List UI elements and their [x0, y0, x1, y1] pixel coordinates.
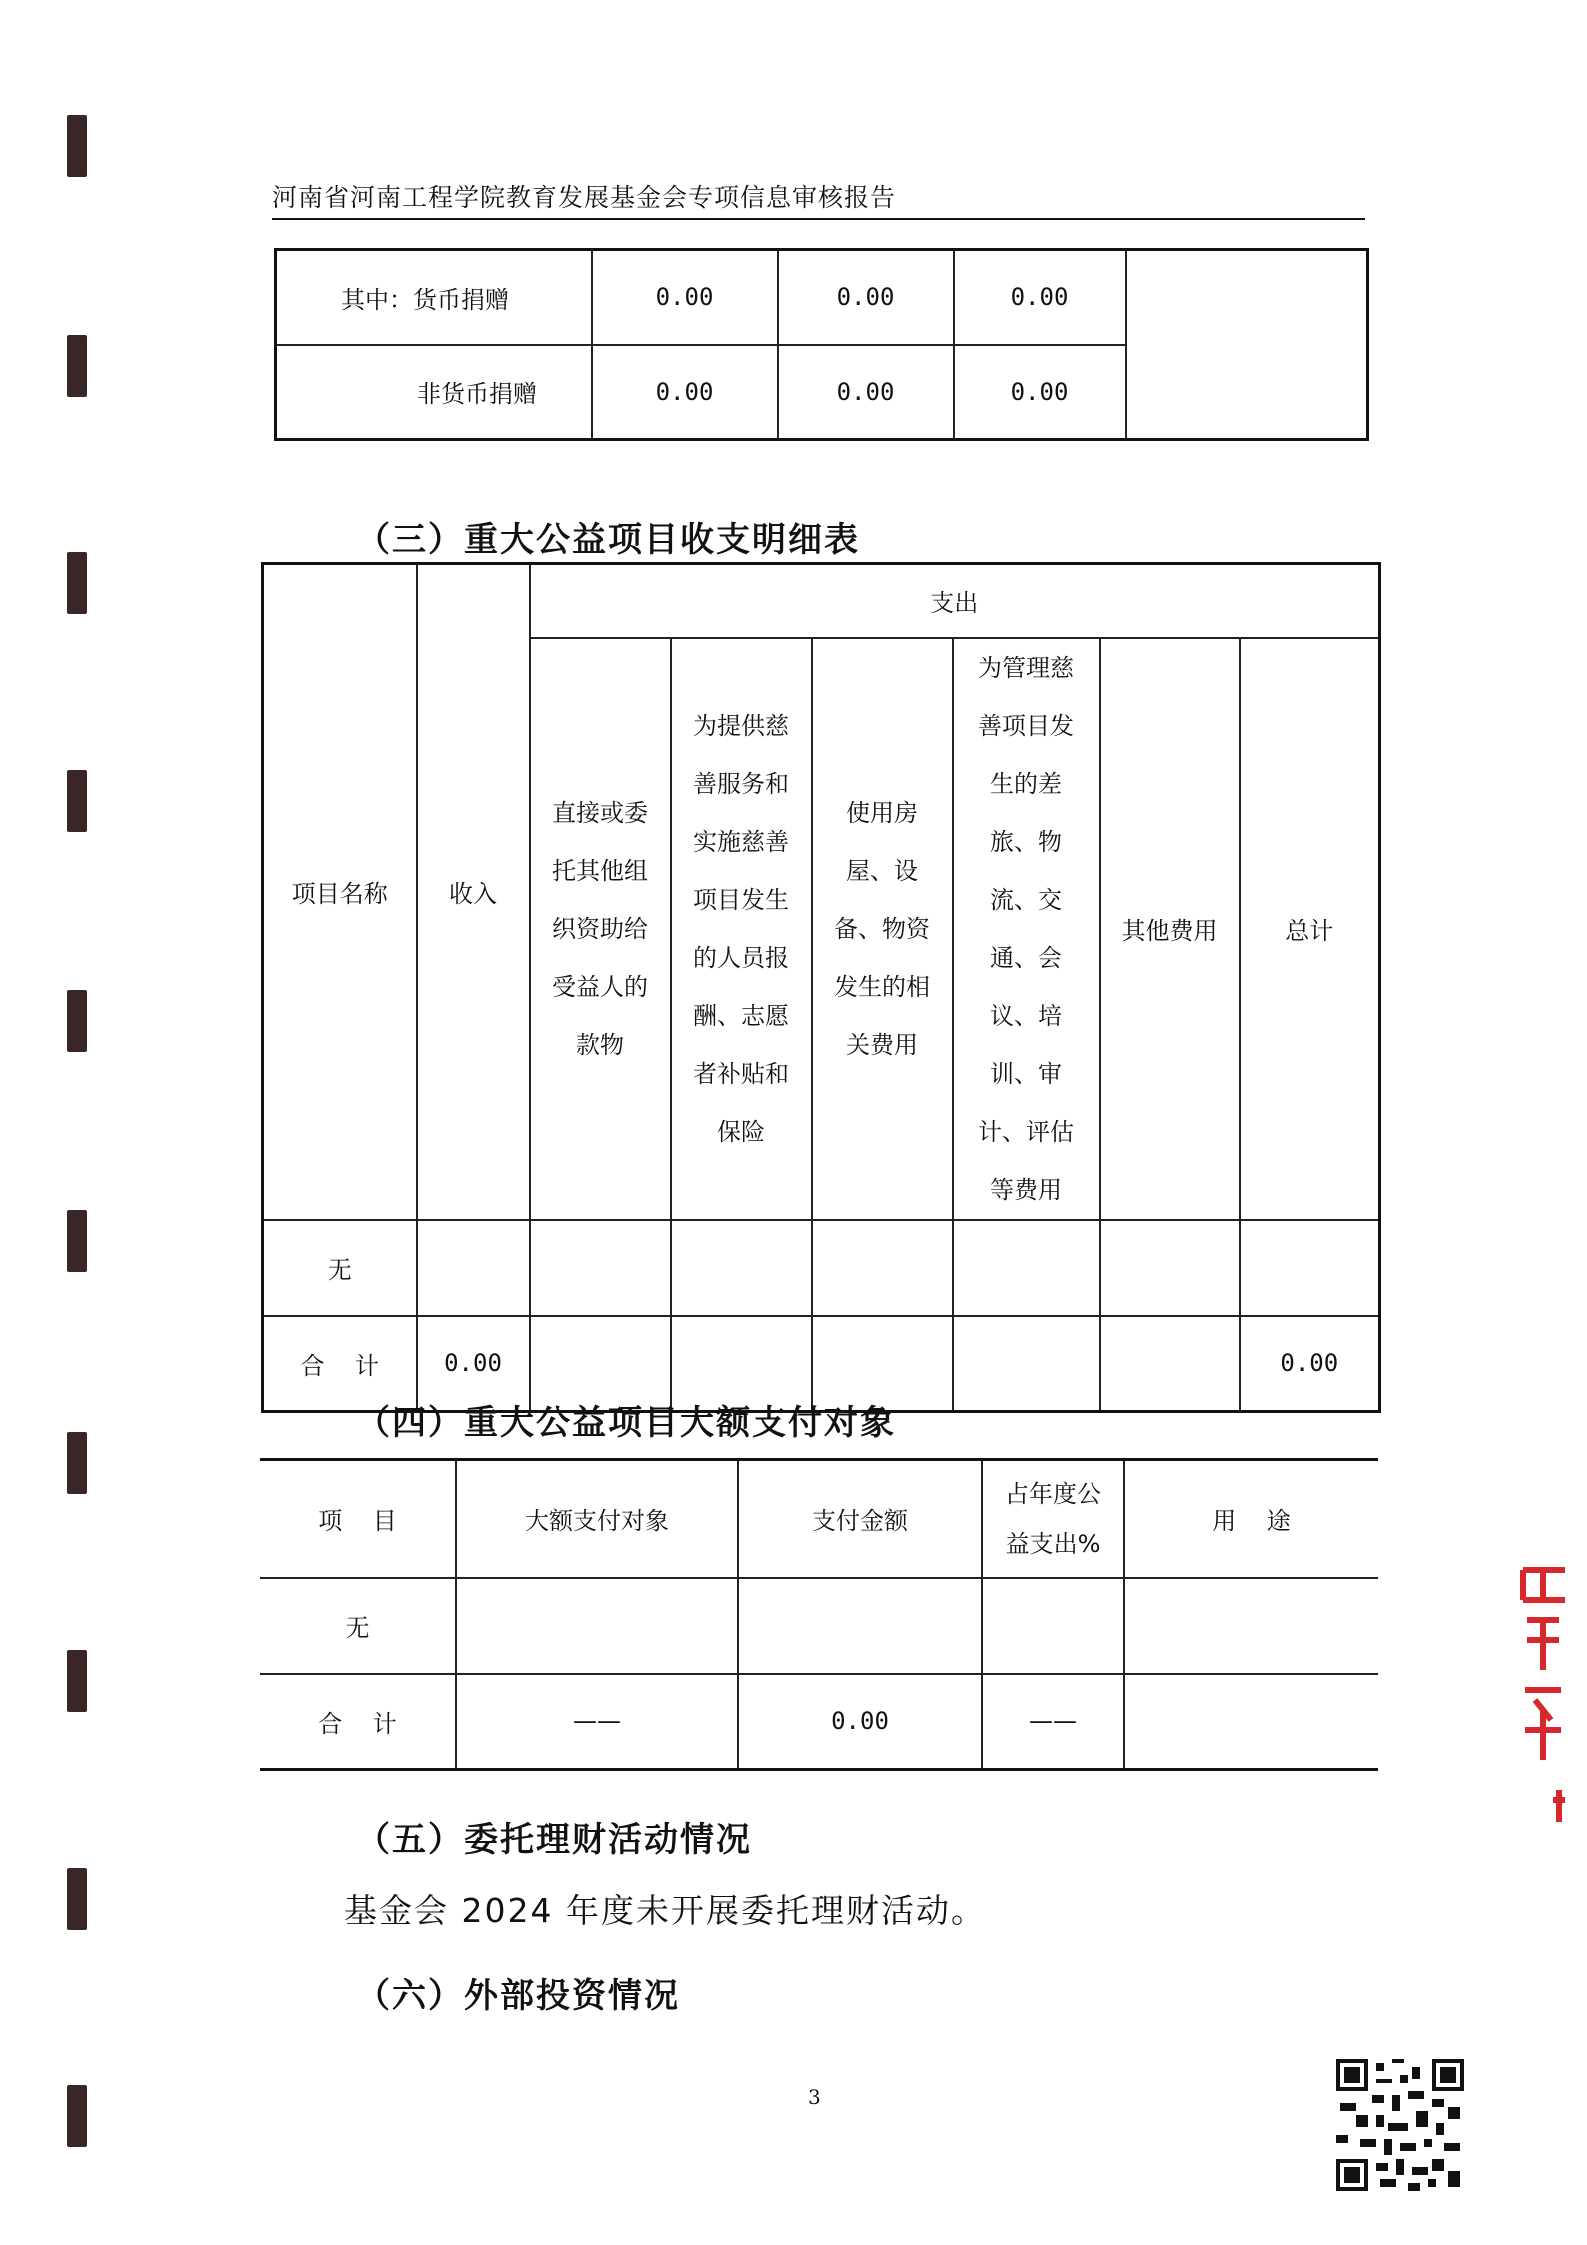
cell-empty	[953, 1220, 1100, 1316]
row-label: 非货币捐赠	[276, 345, 592, 440]
cell-empty	[1126, 250, 1368, 440]
cell-empty	[417, 1220, 530, 1316]
table-row	[263, 564, 1380, 638]
cell-empty	[953, 1316, 1100, 1412]
cell-empty	[982, 1578, 1124, 1674]
cell-value: 0.00	[778, 250, 954, 345]
binder-hole	[67, 552, 87, 614]
cell-value: 0.00	[954, 250, 1126, 345]
binder-hole	[67, 335, 87, 397]
row-label-total: 合 计	[263, 1316, 417, 1412]
section-title: （四）重大公益项目大额支付对象	[356, 1403, 896, 1443]
header-percent: 占年度公益支出%	[982, 1460, 1124, 1578]
row-label: 无	[263, 1220, 417, 1316]
qr-code-icon	[1336, 2058, 1464, 2192]
cell-income-total: 0.00	[417, 1316, 530, 1412]
cell-payee-total: ——	[456, 1674, 738, 1770]
cell-empty	[1100, 1220, 1240, 1316]
table-row	[260, 1578, 1378, 1674]
project-income-expense-table	[261, 562, 1381, 1413]
binder-hole	[67, 990, 87, 1052]
header-amount: 支付金额	[738, 1460, 982, 1578]
binder-hole	[67, 115, 87, 177]
binder-hole	[67, 2085, 87, 2147]
table-row	[260, 1674, 1378, 1770]
page-number: 3	[808, 2085, 821, 2109]
cell-empty	[671, 1220, 812, 1316]
header-other: 其他费用	[1100, 638, 1240, 1220]
binder-hole	[67, 1650, 87, 1712]
header-property-use: 使用房屋、设备、物资发生的相关费用	[812, 638, 953, 1220]
cell-value: 0.00	[778, 345, 954, 440]
header-divider	[272, 218, 1365, 220]
section-title: （六）外部投资情况	[356, 1976, 680, 2016]
cell-percent-total: ——	[982, 1674, 1124, 1770]
cell-value: 0.00	[592, 345, 778, 440]
binder-hole	[67, 1432, 87, 1494]
header-income: 收入	[417, 564, 530, 1220]
header-management: 为管理慈善项目发生的差旅、物流、交通、会议、培训、审计、评估等费用	[953, 638, 1100, 1220]
large-payment-table	[260, 1458, 1378, 1771]
row-label: 其中：货币捐赠	[276, 250, 592, 345]
cell-amount-total: 0.00	[738, 1674, 982, 1770]
cell-empty	[456, 1578, 738, 1674]
header-item: 项 目	[260, 1460, 456, 1578]
cell-empty	[1124, 1578, 1378, 1674]
row-label-total: 合 计	[260, 1674, 456, 1770]
seal-stamp	[1515, 1560, 1571, 1830]
table-row	[263, 1220, 1380, 1316]
donation-table	[274, 248, 1369, 441]
cell-value: 0.00	[592, 250, 778, 345]
seal-icon	[1515, 1560, 1571, 1830]
cell-empty	[1100, 1316, 1240, 1412]
row-label: 无	[260, 1578, 456, 1674]
cell-empty	[738, 1578, 982, 1674]
header-direct-aid: 直接或委托其他组织资助给受益人的款物	[530, 638, 671, 1220]
header-payee: 大额支付对象	[456, 1460, 738, 1578]
cell-empty	[1124, 1674, 1378, 1770]
cell-empty	[812, 1220, 953, 1316]
binder-hole	[67, 1210, 87, 1272]
header-expense: 支出	[530, 564, 1380, 638]
section-title: （五）委托理财活动情况	[356, 1820, 752, 1860]
header-service-staff: 为提供慈善服务和实施慈善项目发生的人员报酬、志愿者补贴和保险	[671, 638, 812, 1220]
table-row	[276, 250, 1368, 345]
cell-value: 0.00	[954, 345, 1126, 440]
cell-grand-total: 0.00	[1240, 1316, 1380, 1412]
section-title: （三）重大公益项目收支明细表	[356, 520, 860, 560]
page-header: 河南省河南工程学院教育发展基金会专项信息审核报告	[272, 183, 897, 212]
cell-empty	[1240, 1220, 1380, 1316]
paragraph: 基金会 2024 年度未开展委托理财活动。	[344, 1891, 986, 1930]
binder-hole	[67, 770, 87, 832]
table-row	[260, 1460, 1378, 1578]
header-project-name: 项目名称	[263, 564, 417, 1220]
cell-empty	[530, 1220, 671, 1316]
binder-hole	[67, 1868, 87, 1930]
header-total: 总计	[1240, 638, 1380, 1220]
header-purpose: 用 途	[1124, 1460, 1378, 1578]
